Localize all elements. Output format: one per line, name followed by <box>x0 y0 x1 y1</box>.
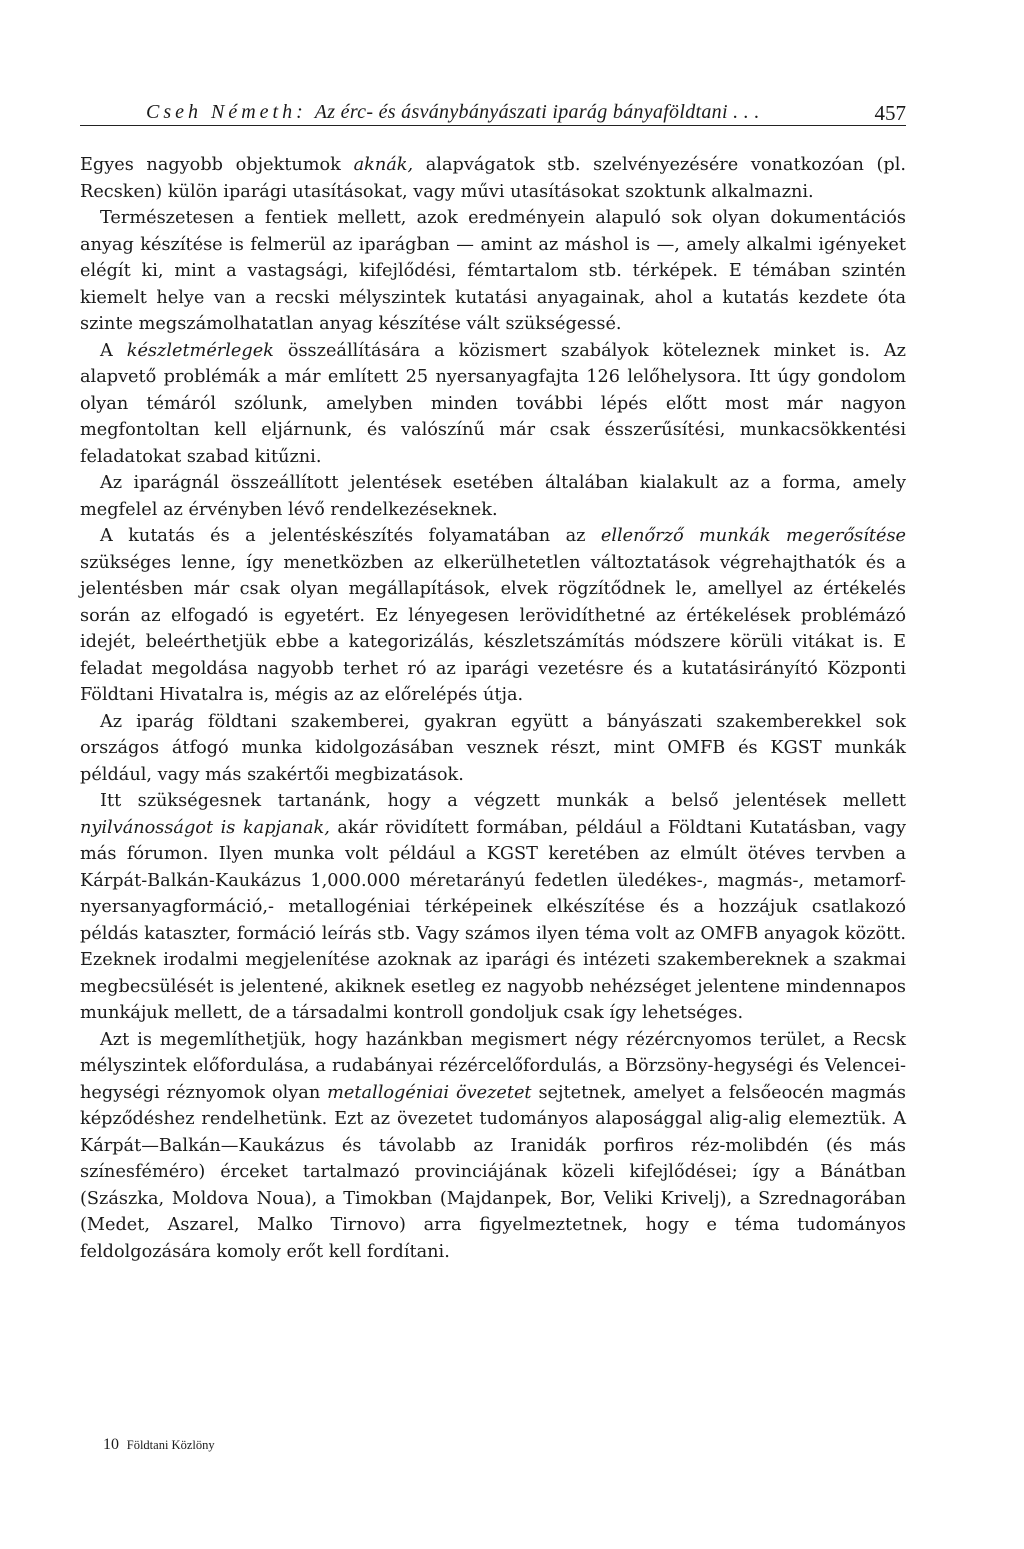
paragraph-text: Természetesen a fentiek mellett, azok eredményein alapuló sok olyan dokumentációs anyag készítése is felmerül az iparágban — amint az máshol is —, amely alkalmi igényeket elégít ki, mint a vastagsági, kifejlődési, fémtartalom stb. térképek. E témában szintén kiemelt helye van a recski mélyszintek kutatási anyagainak, ahol a kutatás kezdete óta szinte megszámolhatatlan anyag készítése vált szükségessé. <box>80 208 906 334</box>
document-page <box>80 95 906 1265</box>
italic-term: nyilvánosságot is kapjanak, <box>80 817 330 838</box>
italic-term: készletmérlegek <box>126 340 274 361</box>
page-header <box>80 95 906 126</box>
body-text <box>80 152 906 1265</box>
signature-mark: 10 <box>103 1436 119 1453</box>
paragraph-7 <box>80 788 906 1027</box>
paragraph-8 <box>80 1027 906 1266</box>
paragraph-3 <box>80 338 906 471</box>
paragraph-text: Azt is megemlíthetjük, hogy hazánkban megismert négy rézércnyomos terület, a Recsk mélyszintek előfordulása, a rudabányai rézércelőfordulás, a Börzsöny-hegységi és Velencei-hegységi réznyomok olyan <box>80 1029 906 1103</box>
paragraph-6 <box>80 709 906 789</box>
running-head-title: Az érc- és ásványbányászati iparág bányaföldtani . . . <box>314 101 760 123</box>
paragraph-text: összeállítására a közismert szabályok köteleznek minket is. Az alapvető problémák a már említett 25 nyersanyagfajta 126 lelőhelysora. Itt úgy gondolom olyan témáról szólunk, amelyben minden további lépés előtt most már nagyon megfontoltan kell eljárnunk, és valószínű már csak ésszerűsítési, munkacsökkentési feladatokat szabad kitűzni. <box>80 340 906 467</box>
paragraph-text: Az iparágnál összeállított jelentések esetében általában kialakult az a forma, amely megfelel az érvényben lévő rendelkezéseknek. <box>80 473 906 520</box>
paragraph-4 <box>80 470 906 523</box>
paragraph-text: szükséges lenne, így menetközben az elkerülhetetlen változtatások végrehajthatók és a jelentésben már csak olyan megállapítások, elvek rögzítődnek le, amellyel az értékelés során az elfogadó is egyetért. Ez lényegesen lerövidíthetné az értékelések problémázó idejét, beleérthetjük ebbe a kategorizálás, készletszámítás módszere körüli vitákat is. E feladat megoldása nagyobb terhet ró az iparági vezetésre és a kutatásirányító Központi Földtani Hivatalra is, mégis az az előrelépés útja. <box>80 552 906 705</box>
italic-term: aknák, <box>353 155 414 175</box>
italic-term: metallogéniai övezetet <box>327 1082 532 1103</box>
running-head <box>146 101 760 124</box>
paragraph-text: alapvágatok stb. szelvényezésére vonatkozóan (pl. Recsken) külön iparági utasításokat, vagy művi utasításokat szoktunk alkalmazni. <box>80 155 906 202</box>
page-number: 457 <box>874 101 906 125</box>
paragraph-text: sejtetnek, amelyet a felsőeocén magmás képződéshez rendelhetünk. Ezt az övezetet tudományos alaposággal alig-alig elemeztük. A Kárpát—Balkán—Kaukázus és távolabb az Iranidák porfiros réz-molibdén (és más színesféméro) érceket tartalmazó provinciájának közeli kifejlődései; így a Bánátban (Szászka, Moldova Noua), a Timokban (Majdanpek, Bor, Veliki Krivelj), a Szrednagorában (Medet, Aszarel, Malko Tirnovo) arra figyelmeztetnek, hogy e téma tudományos feldolgozására komoly erőt kell fordítani. <box>80 1082 906 1262</box>
paragraph-5 <box>80 523 906 709</box>
journal-name: Földtani Közlöny <box>126 1438 215 1452</box>
paragraph-1 <box>80 152 906 205</box>
paragraph-text: A <box>100 340 127 361</box>
paragraph-2 <box>80 205 906 338</box>
italic-term: ellenőrző munkák megerősítése <box>600 526 906 546</box>
paragraph-text: Egyes nagyobb objektumok <box>80 155 354 175</box>
page-footer <box>103 1436 215 1454</box>
paragraph-text: Az iparág földtani szakemberei, gyakran együtt a bányászati szakemberekkel sok országos átfogó munka kidolgozásában vesznek részt, mint OMFB és KGST munkák például, vagy más szakértői megbizatások. <box>80 711 906 785</box>
running-head-author: Cseh Németh: <box>146 101 307 123</box>
paragraph-text: A kutatás és a jelentéskészítés folyamatában az <box>100 526 601 546</box>
paragraph-text: Itt szükségesnek tartanánk, hogy a végzett munkák a belső jelentések mellett <box>100 791 906 811</box>
paragraph-text: akár rövidített formában, például a Földtani Kutatásban, vagy más fórumon. Ilyen munka volt például a KGST keretében az elmúlt ötéves tervben a Kárpát-Balkán-Kaukázus 1,000.000 méretarányú fedetlen üledékes-, magmás-, metamorf-nyersanyagformáció,- metallogéniai térképeinek elkészítése és a hozzájuk csatlakozó példás kataszter, formáció leírás stb. Vagy számos ilyen téma volt az OMFB anyagok között. Ezeknek irodalmi megjelenítése azoknak az iparági és intézeti szakembereknek a szakmai megbecsülését is jelentené, akiknek esetleg ez nagyobb nehézséget jelentene mindennapos munkájuk mellett, de a társadalmi kontroll gondoljuk csak így lehetséges. <box>80 817 906 1023</box>
